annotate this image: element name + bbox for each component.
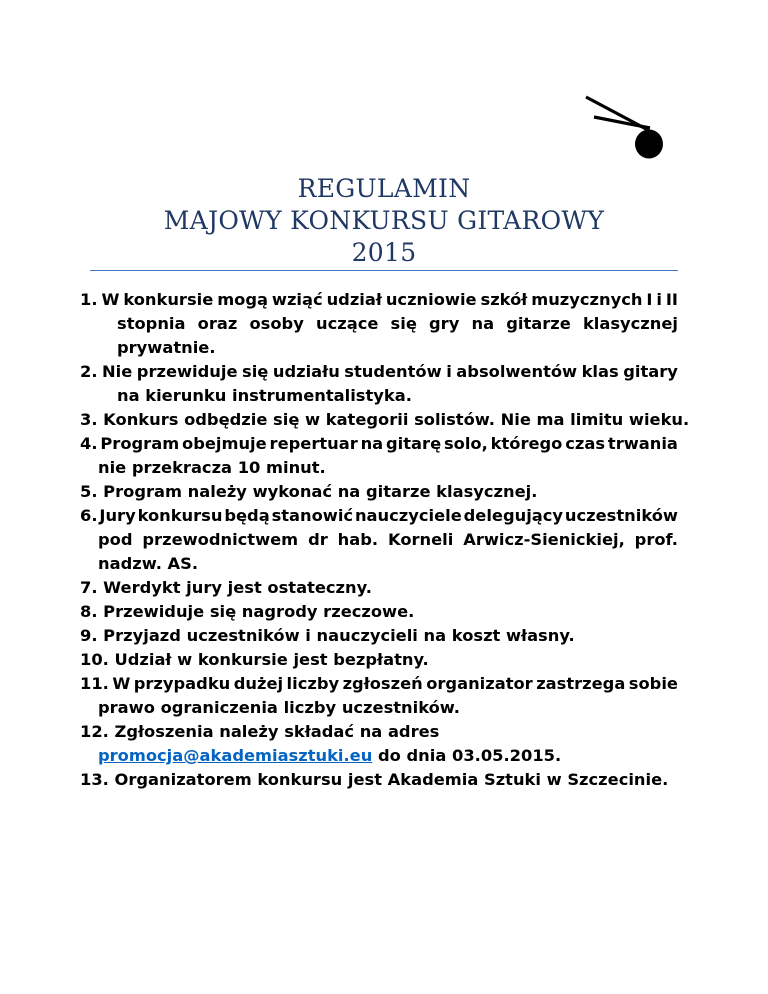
rule-13: 13. Organizatorem konkursu jest Akademia Sztuki w Szczecinie. [80, 770, 669, 789]
rule-8: 8. Przewiduje się nagrody rzeczowe. [80, 602, 415, 621]
rule-1-line-1-word: 1. [80, 290, 98, 309]
rule-6-line-1-word: Jury [99, 506, 136, 525]
rule-1-line-1-word: szkół [480, 290, 528, 309]
rule-4-line-1 [80, 433, 678, 455]
title-divider [90, 270, 678, 271]
rule-11-line-2: prawo ograniczenia liczby uczestników. [98, 698, 460, 717]
email-link[interactable]: promocja@akademiasztuki.eu [98, 746, 373, 765]
rule-6-line-1-word: konkursu [137, 506, 223, 525]
rule-1-line-1-word: i [656, 290, 662, 309]
rule-2-line-1-word: studentów [344, 362, 442, 381]
rule-2-line-1-word: udziału [272, 362, 340, 381]
rule-2-line-1-word: się [242, 362, 269, 381]
rule-2-line-1-word: gitary [623, 362, 678, 381]
rule-1-line-1-word: muzycznych [531, 290, 643, 309]
deadline-text: do dnia 03.05.2015. [372, 746, 562, 765]
rule-2-line-1-word: klas [581, 362, 619, 381]
rule-1-line-2-word: uczące [315, 314, 379, 333]
rule-6-line-2-word: dr [308, 530, 328, 549]
rule-1-line-1 [80, 289, 678, 311]
rule-4-line-1-word: gitarę [386, 434, 442, 453]
title-line-year: 2015 [351, 238, 417, 267]
title-line-contest-name: MAJOWY KONKURSU GITAROWY [163, 206, 605, 235]
rule-6-line-2-word: Korneli [387, 530, 454, 549]
rule-6-line-2 [98, 529, 678, 551]
rule-2-line-1-word: absolwentów [456, 362, 578, 381]
rule-6-line-1-word: delegujący [463, 506, 564, 525]
rule-6-line-1-word: nauczyciele [354, 506, 462, 525]
rule-1-line-3: prywatnie. [117, 338, 216, 357]
rule-2-line-1-word: 2. [80, 362, 98, 381]
title-line-regulamin: REGULAMIN [297, 174, 471, 203]
rule-2-line-1-word: przewiduje [136, 362, 238, 381]
rule-4-line-1-word: czas [565, 434, 606, 453]
rule-1-line-1-word: I [646, 290, 653, 309]
rule-11-line-1-word: zastrzega [536, 674, 626, 693]
rule-4-line-1-word: repertuar [269, 434, 358, 453]
rule-4-line-1-word: solo, [443, 434, 488, 453]
rule-2-line-1 [80, 361, 678, 383]
rule-11-line-1-word: dużej [233, 674, 284, 693]
rule-1-line-2-word: klasycznej [582, 314, 678, 333]
rule-6-line-2-word: przewodnictwem [142, 530, 299, 549]
rule-11-line-1 [80, 673, 678, 695]
rule-11-line-1-word: zgłoszeń [342, 674, 423, 693]
rule-2-line-2: na kierunku instrumentalistyka. [117, 386, 412, 405]
guitar-neck-logo-icon [580, 92, 670, 167]
rule-4-line-1-word: 4. [80, 434, 98, 453]
rule-2-line-1-word: i [446, 362, 452, 381]
rule-1-line-1-word: wziąć [271, 290, 323, 309]
rule-4-line-1-word: Program [100, 434, 180, 453]
rule-1-line-2-word: oraz [197, 314, 238, 333]
rule-4-line-2: nie przekracza 10 minut. [98, 458, 326, 477]
rule-1-line-1-word: W [101, 290, 120, 309]
rule-1-line-2 [117, 313, 678, 335]
rule-1-line-1-word: mogą [217, 290, 268, 309]
rule-5: 5. Program należy wykonać na gitarze klasycznej. [80, 482, 538, 501]
rule-4-line-1-word: trwania [607, 434, 678, 453]
rule-6-line-1-word: będą [224, 506, 270, 525]
rule-6-line-2-word: Arwicz-Sienickiej, [463, 530, 625, 549]
rule-11-line-1-word: przypadku [133, 674, 231, 693]
rule-6-line-1-word: 6. [80, 506, 98, 525]
rule-11-line-1-word: 11. [80, 674, 109, 693]
rule-2-line-1-word: Nie [102, 362, 133, 381]
rule-4-line-1-word: na [360, 434, 384, 453]
rule-6-line-3: nadzw. AS. [98, 554, 199, 573]
rule-4-line-1-word: obejmuje [182, 434, 267, 453]
rule-12-line-1: 12. Zgłoszenia należy składać na adres [80, 722, 440, 741]
rule-11-line-1-word: liczby [286, 674, 340, 693]
rule-1-line-1-word: udział [326, 290, 382, 309]
rule-1-line-1-word: konkursie [123, 290, 214, 309]
rule-6-line-2-word: hab. [337, 530, 379, 549]
rule-1-line-2-word: osoby [249, 314, 304, 333]
rule-6-line-2-word: prof. [634, 530, 678, 549]
rule-1-line-2-word: gitarze [506, 314, 571, 333]
rule-1-line-1-word: uczniowie [385, 290, 477, 309]
rule-7: 7. Werdykt jury jest ostateczny. [80, 578, 372, 597]
rule-6-line-1-word: uczestników [564, 506, 678, 525]
rule-11-line-1-word: organizator [426, 674, 533, 693]
rule-4-line-1-word: którego [490, 434, 563, 453]
rule-11-line-1-word: sobie [628, 674, 678, 693]
rule-10: 10. Udział w konkursie jest bezpłatny. [80, 650, 429, 669]
rule-6-line-1 [80, 505, 678, 527]
rule-1-line-2-word: na [471, 314, 495, 333]
rule-6-line-1-word: stanowić [271, 506, 354, 525]
rule-1-line-2-word: stopnia [117, 314, 186, 333]
rule-3: 3. Konkurs odbędzie się w kategorii solistów. Nie ma limitu wieku. [80, 410, 690, 429]
rule-11-line-1-word: W [112, 674, 131, 693]
rule-1-line-1-word: II [665, 290, 678, 309]
rule-9: 9. Przyjazd uczestników i nauczycieli na koszt własny. [80, 626, 575, 645]
rule-1-line-2-word: się [390, 314, 417, 333]
rule-1-line-2-word: gry [429, 314, 460, 333]
rule-6-line-2-word: pod [98, 530, 133, 549]
rule-12-line-2 [98, 745, 696, 767]
